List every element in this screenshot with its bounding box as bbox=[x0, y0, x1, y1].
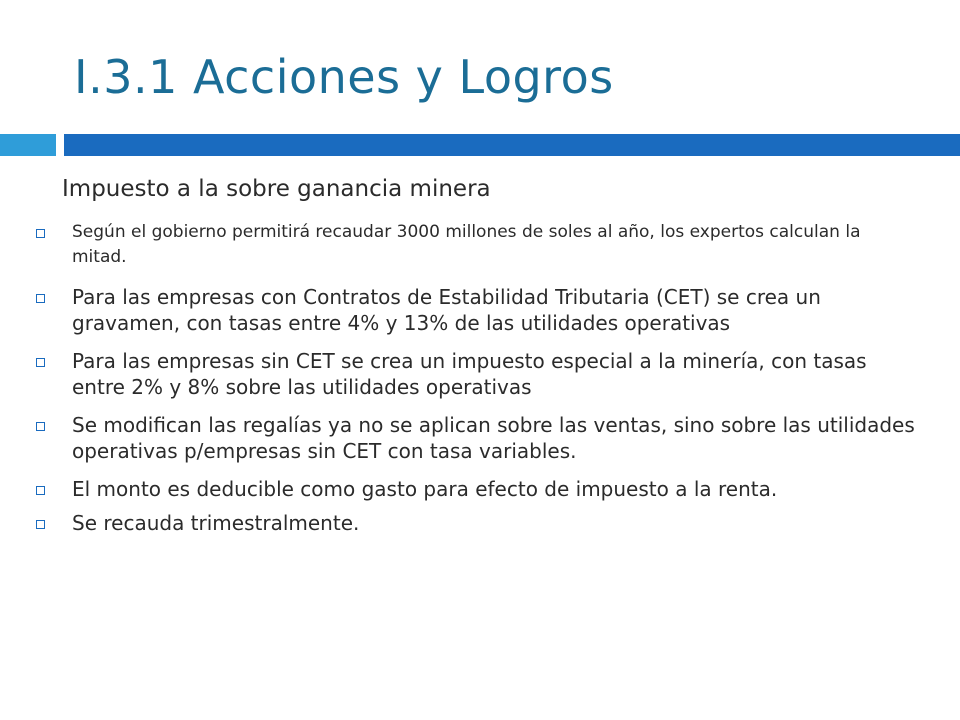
square-bullet-icon bbox=[36, 486, 45, 495]
bullet-item bbox=[36, 510, 916, 536]
bullet-text: Se modifican las regalías ya no se aplican sobre las ventas, sino sobre las utilidades operativas p/empresas sin CET con tasa variables. bbox=[72, 413, 915, 463]
bullet-text: El monto es deducible como gasto para efecto de impuesto a la renta. bbox=[72, 477, 778, 501]
square-bullet-icon bbox=[36, 229, 45, 238]
bullet-text: Para las empresas con Contratos de Estabilidad Tributaria (CET) se crea un gravamen, con tasas entre 4% y 13% de las utilidades operativas bbox=[72, 285, 821, 335]
bullet-text: Según el gobierno permitirá recaudar 3000 millones de soles al año, los expertos calculan la mitad. bbox=[72, 222, 861, 267]
bullet-item bbox=[36, 348, 916, 400]
accent-bar-left bbox=[0, 134, 56, 156]
bullet-item bbox=[36, 476, 916, 502]
square-bullet-icon bbox=[36, 358, 45, 367]
slide-subtitle: Impuesto a la sobre ganancia minera bbox=[62, 176, 491, 202]
bullet-text: Se recauda trimestralmente. bbox=[72, 511, 360, 535]
accent-bar-right bbox=[64, 134, 960, 156]
square-bullet-icon bbox=[36, 294, 45, 303]
bullet-item bbox=[36, 220, 916, 270]
slide-title: I.3.1 Acciones y Logros bbox=[74, 50, 614, 104]
bullet-list bbox=[36, 220, 916, 548]
square-bullet-icon bbox=[36, 422, 45, 431]
bullet-item bbox=[36, 412, 916, 464]
square-bullet-icon bbox=[36, 520, 45, 529]
bullet-text: Para las empresas sin CET se crea un impuesto especial a la minería, con tasas entre 2% y 8% sobre las utilidades operativas bbox=[72, 349, 867, 399]
bullet-item bbox=[36, 284, 916, 336]
